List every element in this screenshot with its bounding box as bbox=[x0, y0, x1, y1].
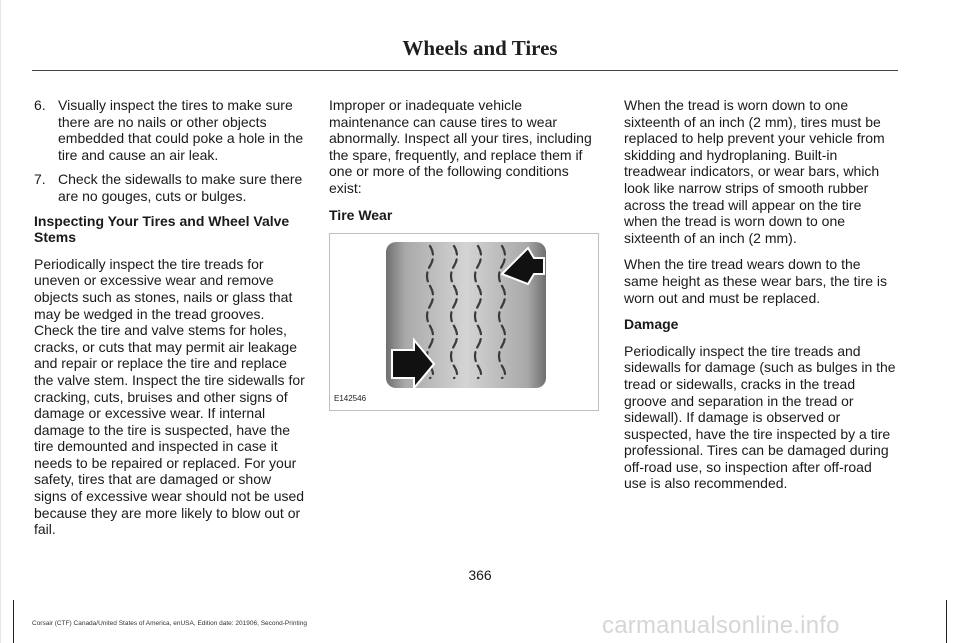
header-divider bbox=[32, 70, 898, 71]
column-3 bbox=[624, 97, 896, 502]
list-number: 6. bbox=[34, 97, 46, 113]
section-heading-inspecting: Inspecting Your Tires and Wheel Valve Stems bbox=[34, 212, 290, 246]
list-text: Visually inspect the tires to make sure there are no nails or other objects embedded that could poke a hole in the tire and cause an air leak. bbox=[58, 97, 304, 163]
paragraph-maintenance: Improper or inadequate vehicle maintenance can cause tires to wear abnormally. Inspect all your tires, including the spare, frequently, and replace them if one or more of the following conditions exist: bbox=[329, 97, 592, 196]
footer-edition-text: Corsair (CTF) Canada/United States of America, enUSA, Edition date: 201906, Second-Printing bbox=[32, 620, 307, 627]
list-number: 7. bbox=[34, 171, 46, 188]
watermark: carmanualsonline.info bbox=[602, 612, 840, 639]
crop-mark bbox=[946, 600, 947, 643]
section-heading-damage: Damage bbox=[624, 316, 679, 333]
page-title: Wheels and Tires bbox=[402, 36, 558, 60]
crop-mark-left bbox=[0, 0, 1, 643]
figure-code: E142546 bbox=[334, 393, 367, 403]
paragraph-inspecting: Periodically inspect the tire treads for uneven or excessive wear and remove objects such as stones, nails or glass that may be wedged in the tread grooves. Check the tire and valve stems for holes, cracks, or cuts that may permit air leakage and repair or replace the tire and replace the valve stem. Inspect the tire sidewalls for cracking, cuts, bruises and other signs of damage or excessive wear. If internal damage to the tire is suspected, have the tire demounted and inspected in case it needs to be repaired or replaced. For your safety, tires that are damaged or show signs of excessive wear should not be used because they are more likely to blow out or fail. bbox=[34, 255, 305, 538]
tread-wear-illustration bbox=[330, 234, 598, 410]
list-item bbox=[34, 97, 306, 163]
paragraph-damage: Periodically inspect the tire treads and sidewalls for damage (such as bulges in the tread or sidewalls, cracks in the tread groove and separation in the tread or sidewall). If damage is observed or suspected, have the tire inspected by a tire professional. Tires can be damaged during off-road use, so inspection after off-road use is also recommended. bbox=[624, 342, 896, 492]
paragraph-wear-bars: When the tire tread wears down to the same height as these wear bars, the tire is worn out and must be replaced. bbox=[624, 256, 888, 306]
section-heading-tire-wear: Tire Wear bbox=[329, 206, 393, 223]
numbered-list bbox=[34, 97, 306, 205]
list-text: Check the sidewalls to make sure there are no gouges, cuts or bulges. bbox=[58, 171, 303, 204]
crop-mark bbox=[13, 600, 14, 643]
paragraph-tread-worn: When the tread is worn down to one sixteenth of an inch (2 mm), tires must be replaced to help prevent your vehicle from skidding and hydroplaning. Built-in treadwear indicators, or wear bars, which look like narrow strips of smooth rubber across the tread will appear on the tire when the tread is worn down to one sixteenth of an inch (2 mm). bbox=[624, 97, 885, 246]
column-2 bbox=[329, 97, 597, 411]
page-number: 366 bbox=[468, 567, 492, 583]
tire-wear-figure bbox=[329, 233, 599, 411]
list-item bbox=[34, 171, 306, 204]
column-1 bbox=[34, 97, 306, 548]
